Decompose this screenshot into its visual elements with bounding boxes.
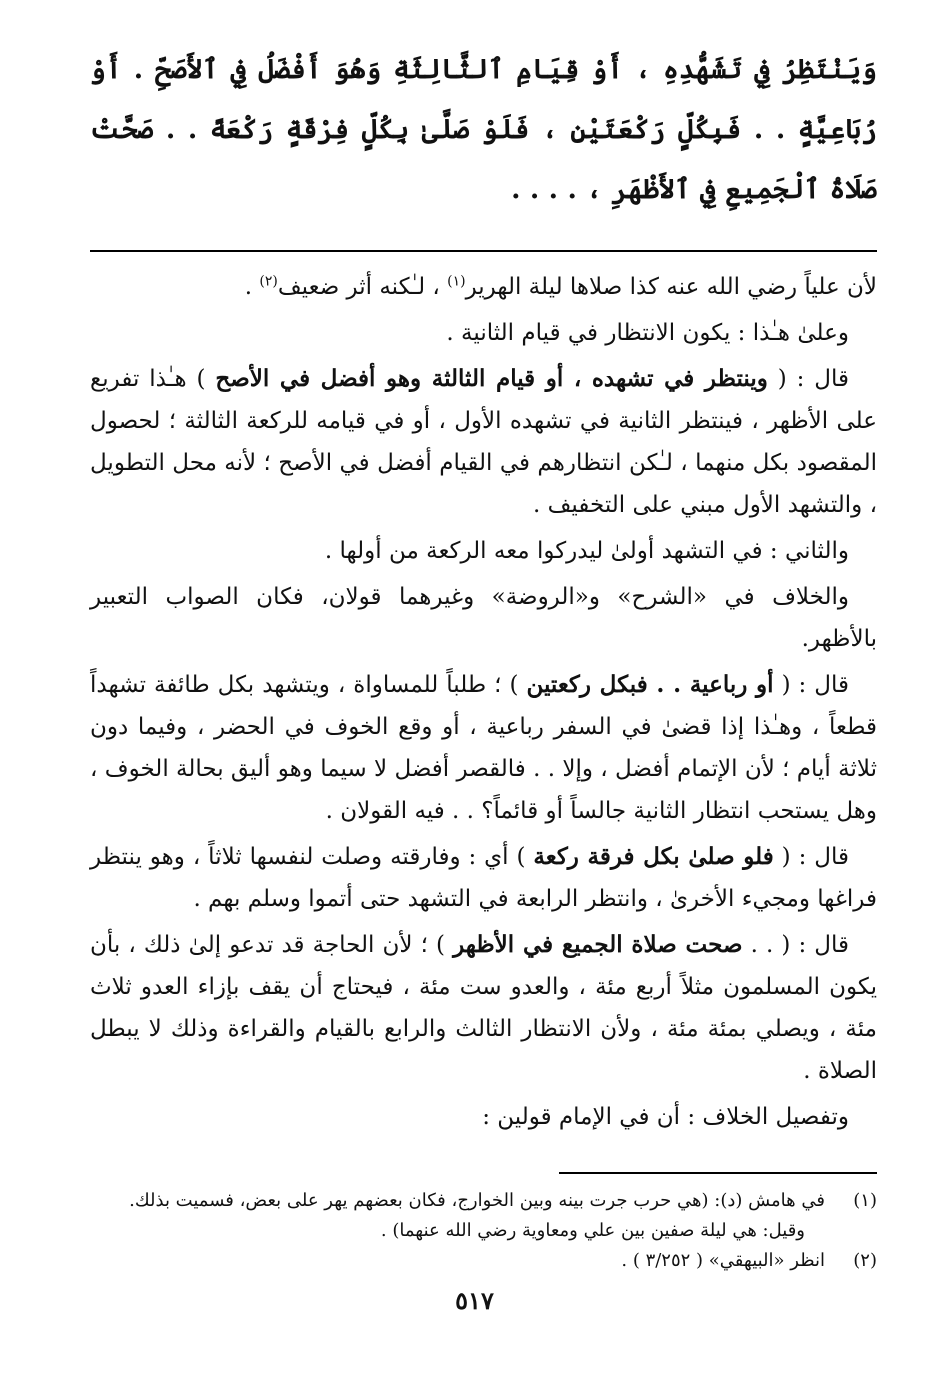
footnote-2 bbox=[90, 1246, 877, 1276]
footnote-2-number: (٢) bbox=[853, 1250, 877, 1271]
paragraph-6-quote: أو رباعية . . فبكل ركعتين bbox=[526, 671, 774, 698]
paragraph-9: وتفصيل الخلاف : أن في الإمام قولين : bbox=[482, 1104, 849, 1130]
paragraph-4: والثاني : في التشهد أولىٰ ليدركوا معه الركعة من أولها . bbox=[324, 538, 849, 564]
paragraph-7-post: ) أي : وفارقته وصلت لنفسها ثلاثاً ، وهو ينتظر فراغها ومجيء الأخرىٰ ، وانتظر الرابعة في التشهد حتى أتموا وسلم بهم . bbox=[90, 844, 877, 912]
paragraph-7 bbox=[90, 836, 877, 920]
paragraph-7-pre: قال : ( bbox=[773, 844, 849, 870]
footnote-1-number: (١) bbox=[853, 1190, 877, 1211]
page-number: ٥١٧ bbox=[455, 1286, 494, 1315]
paragraph-5: والخلاف في «الشرح» و«الروضة» وغيرهما قولان، فكان الصواب التعبير بالأظهر. bbox=[90, 584, 877, 652]
footnote-divider bbox=[559, 1172, 877, 1174]
paragraph-6-pre: قال : ( bbox=[773, 672, 850, 698]
paragraph-6 bbox=[90, 664, 877, 832]
footnote-2-text: انظر «البيهقي» ( ٣/٢٥٢ ) . bbox=[621, 1250, 825, 1271]
paragraph-3-pre: قال : ( bbox=[767, 366, 849, 392]
footnote-1-text: في هامش (د): (هي حرب جرت بينه وبين الخوارج، فكان بعضهم يهر على بعض، فسميت بذلك. bbox=[129, 1190, 825, 1211]
paragraph-8-post: ) ؛ لأن الحاجة قد تدعو إلىٰ ذلك ، بأن يكون المسلمون مثلاً أربع مئة ، والعدو ست مئة ، فيحتاج أن يقف بإزاء العدو ثلاث مئة ، ويصلي بمئة مئة ، ولأن الانتظار الثالث والرابع بالقيام والقراءة وذلك لا يبطل الصلاة . bbox=[90, 932, 877, 1084]
matn-text: وَيَنْتَظِرُ فِي تَشَهُّدِهِ ، أَوْ قِيَامِ ٱلثَّالِثَةِ وَهُوَ أَفْضَلُ فِي ٱلأَصَحِّ . أَوْ رُبَاعِيَّةٍ . . فَبِكُلٍّ رَكْعَتَيْنِ ، فَلَوْ صَلَّىٰ بِكُلٍّ فِرْقَةٍ رَكْعَةً . . صَحَّتْ صَلَاةُ ٱلْجَمِيعِ فِي ٱلأَظْهَرِ ، . . . . bbox=[90, 54, 877, 205]
paragraph-8-quote: صحت صلاة الجميع في الأظهر bbox=[453, 931, 743, 958]
paragraph-3-quote: وينتظر في تشهده ، أو قيام الثالثة وهو أفضل في الأصح bbox=[215, 365, 768, 392]
paragraph-3-post: ) هـٰذا تفريع على الأظهر ، فينتظر الثانية في تشهده الأول ، أو في قيامه للركعة الثالثة ؛ لحصول المقصود بكل منهما ، لـٰكن انتظارهم في القيام أفضل في الأصح ؛ لأنه محل التطويل ، والتشهد الأول مبني على التخفيف . bbox=[90, 366, 877, 518]
paragraph-6-post: ) ؛ طلباً للمساواة ، ويتشهد بكل طائفة تشهداً قطعاً ، وهـٰذا إذا قضىٰ في السفر رباعية ، أو وقع الخوف في الحضر ، وفيما دون ثلاثة أيام ؛ لأن الإتمام أفضل ، وإلا . . فالقصر أفضل لا سيما وهو أليق بحالة الخوف ، وهل يستحب انتظار الثانية جالساً أو قائماً؟ . . فيه القولان . bbox=[90, 672, 877, 824]
paragraph-3 bbox=[90, 358, 877, 526]
paragraph-7-quote: فلو صلىٰ بكل فرقة ركعة bbox=[533, 843, 774, 870]
paragraph-8-pre: قال : ( . . bbox=[742, 932, 849, 958]
footnote-1-continuation: وقيل: هي ليلة صفين بين علي ومعاوية رضي الله عنهما) . bbox=[380, 1220, 805, 1241]
paragraph-1 bbox=[90, 266, 877, 308]
paragraph-1-text: لأن علياً رضي الله عنه كذا صلاها ليلة الهرير bbox=[465, 274, 877, 300]
paragraph-2: وعلىٰ هـٰذا : يكون الانتظار في قيام الثانية . bbox=[446, 320, 849, 346]
paragraph-1-mid: ، لـٰكنه أثر ضعيف bbox=[277, 274, 448, 300]
paragraph-1-end: . bbox=[244, 274, 260, 300]
footnote-1 bbox=[90, 1186, 877, 1216]
matn-divider bbox=[90, 250, 877, 252]
paragraph-8 bbox=[90, 924, 877, 1092]
footnote-ref-1[interactable]: (١) bbox=[447, 273, 466, 290]
footnote-ref-2[interactable]: (٢) bbox=[259, 273, 278, 290]
